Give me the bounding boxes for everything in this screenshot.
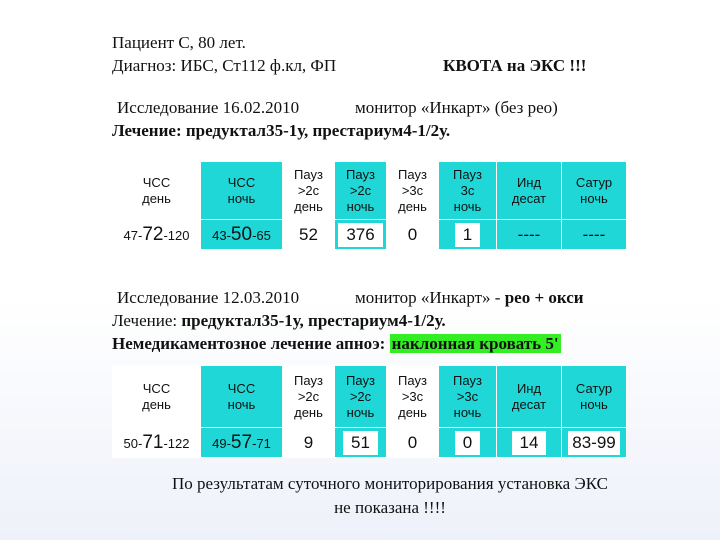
header-pause3-day: Пауз >3с день <box>387 162 439 220</box>
header-hr-night: ЧСС ночь <box>201 366 283 428</box>
pause2-day-value: 52 <box>283 220 335 250</box>
patient-line: Пациент С, 80 лет. <box>112 33 246 52</box>
conclusion-line2: не показана !!!! <box>334 498 446 517</box>
conclusion-line1: По результатам суточного мониторирования установка ЭКС <box>172 474 608 493</box>
saturation-night-value: 83-99 <box>562 428 627 458</box>
header-desat-index: Инд десат <box>497 366 562 428</box>
saturation-night-value: ---- <box>562 220 627 250</box>
diagnosis-line: Диагноз: ИБС, Ст112 ф.кл, ФП <box>112 56 337 75</box>
hr-night-value: 49-57-71 <box>201 428 283 458</box>
pause2-night-value: 51 <box>335 428 387 458</box>
header-pause3-night: Пауз >3с ночь <box>439 366 497 428</box>
pause2-night-value: 376 <box>335 220 387 250</box>
desat-index-value: 14 <box>497 428 562 458</box>
pause2-day-value: 9 <box>283 428 335 458</box>
header-saturation-night: Сатур ночь <box>562 366 627 428</box>
study1-monitor: монитор «Инкарт» (без рео) <box>355 98 558 117</box>
study2-title: Исследование 12.03.2010 <box>117 288 300 307</box>
table-study2 <box>112 365 627 458</box>
quota-text: КВОТА на ЭКС !!! <box>443 56 587 75</box>
table-study1 <box>112 161 627 250</box>
study1-title: Исследование 16.02.2010 <box>117 98 300 117</box>
pause3-night-value: 0 <box>439 428 497 458</box>
table-row <box>113 220 627 250</box>
study2-treatment: Лечение: предуктал35-1у, престариум4-1/2у. <box>112 311 446 330</box>
hr-night-value: 43-50-65 <box>201 220 283 250</box>
header-hr-night: ЧСС ночь <box>201 162 283 220</box>
nonpharm-treatment: Немедикаментозное лечение апноэ: наклонная кровать 5' <box>112 334 559 353</box>
header-hr-day: ЧСС день <box>113 162 201 220</box>
header-hr-day: ЧСС день <box>113 366 201 428</box>
tilted-bed-highlight: наклонная кровать 5' <box>391 334 559 353</box>
table-row <box>113 428 627 458</box>
hr-day-value: 47-72-120 <box>113 220 201 250</box>
study1-treatment: Лечение: предуктал35-1у, престариум4-1/2у. <box>112 121 451 140</box>
study2-monitor: монитор «Инкарт» - рео + окси <box>355 288 584 307</box>
header-pause2-day: Пауз >2с день <box>283 366 335 428</box>
header-desat-index: Инд десат <box>497 162 562 220</box>
table-header-row <box>113 366 627 428</box>
header-saturation-night: Сатур ночь <box>562 162 627 220</box>
pause3-day-value: 0 <box>387 428 439 458</box>
header-pause3-night: Пауз 3с ночь <box>439 162 497 220</box>
hr-day-value: 50-71-122 <box>113 428 201 458</box>
table-header-row <box>113 162 627 220</box>
header-pause2-night: Пауз >2с ночь <box>335 366 387 428</box>
desat-index-value: ---- <box>497 220 562 250</box>
pause3-day-value: 0 <box>387 220 439 250</box>
header-pause2-night: Пауз >2с ночь <box>335 162 387 220</box>
header-pause3-day: Пауз >3с день <box>387 366 439 428</box>
header-pause2-day: Пауз >2с день <box>283 162 335 220</box>
pause3-night-value: 1 <box>439 220 497 250</box>
